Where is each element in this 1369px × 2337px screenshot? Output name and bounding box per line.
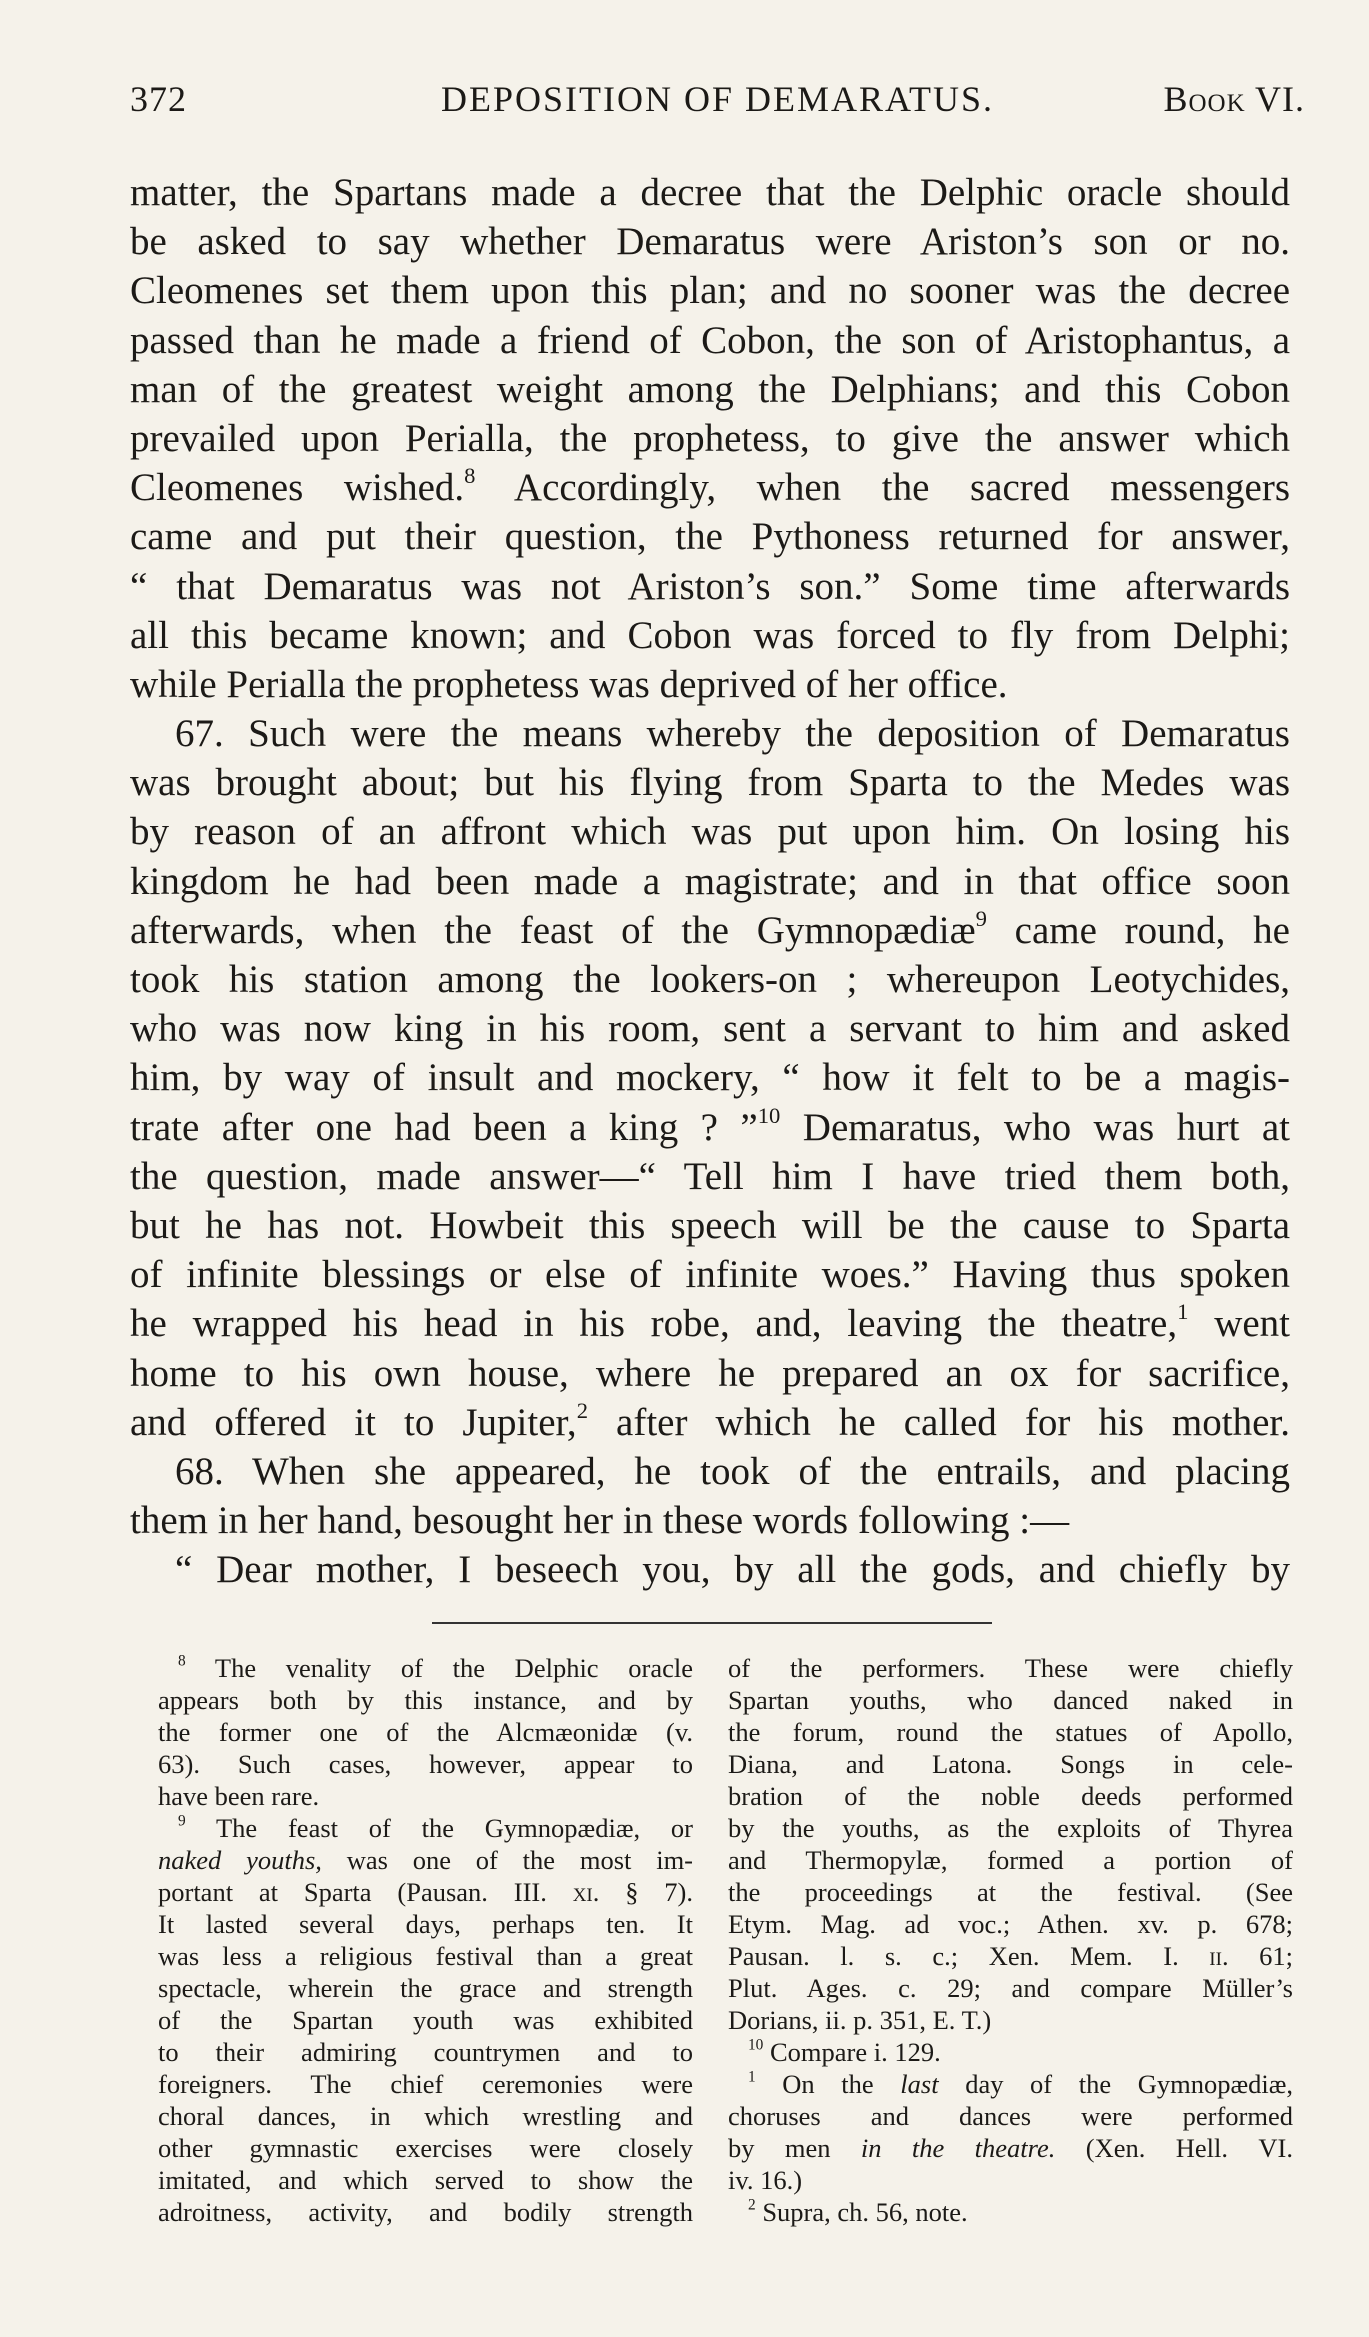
footnote-line: of the Spartan youth was exhibited <box>158 2005 693 2035</box>
footnote-line: to their admiring countrymen and to <box>158 2037 693 2067</box>
footnote-line: and Thermopylæ, formed a portion of <box>728 1845 1293 1875</box>
text-line: came and put their question, the Pythoness returned for answer, <box>130 515 1290 559</box>
footnote-line: appears both by this instance, and by <box>158 1685 693 1715</box>
text-line: him, by way of insult and mockery, “ how it felt to be a magis- <box>130 1056 1290 1100</box>
footnote-line: Diana, and Latona. Songs in cele- <box>728 1749 1293 1779</box>
footnote-line: naked youths, was one of the most im- <box>158 1845 694 1875</box>
footnote-9: $^9$ The feast of the Gymnopædiæ, or <box>178 1812 693 1843</box>
footnote-line: was less a religious festival than a great <box>158 1941 693 1971</box>
text-line: of infinite blessings or else of infinite woes.” Having thus spoken <box>130 1253 1290 1297</box>
footnote-line: foreigners. The chief ceremonies were <box>158 2069 693 2099</box>
text-line: them in her hand, besought her in these words following :— <box>130 1499 1070 1543</box>
footnote-line: by men in the theatre. (Xen. Hell. VI. <box>728 2133 1293 2163</box>
text-line: while Perialla the prophetess was deprived of her office. <box>130 662 1008 706</box>
book-label: Book VI. <box>1163 79 1305 119</box>
text-line: was brought about; but his flying from Sparta to the Medes was <box>130 761 1290 805</box>
footnote-divider <box>432 1622 992 1624</box>
text-line: Cleomenes set them upon this plan; and no sooner was the decree <box>130 269 1290 313</box>
text-line: he wrapped his head in his robe, and, leaving the theatre,$^1$ went <box>130 1299 1290 1346</box>
footnote-marker-9: 9 <box>975 905 987 931</box>
running-header <box>130 78 1305 128</box>
text-line: all this became known; and Cobon was forced to fly from Delphi; <box>130 613 1290 657</box>
section-67-start: 67. Such were the means whereby the deposition of Demaratus <box>175 712 1290 756</box>
text-line: the question, made answer—“ Tell him I have tried them both, <box>130 1154 1290 1198</box>
footnote-line: It lasted several days, perhaps ten. It <box>158 1909 693 1939</box>
text-line: afterwards, when the feast of the Gymnopædiæ$^9$ came round, he <box>130 905 1290 952</box>
footnote-line: 63). Such cases, however, appear to <box>158 1749 693 1779</box>
footnote-line: the forum, round the statues of Apollo, <box>728 1717 1293 1747</box>
footnote-2: $^2$ Supra, ch. 56, note. <box>748 2196 968 2227</box>
running-title: DEPOSITION OF DEMARATUS. <box>440 79 995 119</box>
footnote-line: imitated, and which served to show the <box>158 2165 693 2195</box>
footnote-line: the proceedings at the festival. (See <box>728 1877 1293 1907</box>
footnotes-right-column <box>728 1652 1293 2228</box>
footnote-line: Etym. Mag. ad voc.; Athen. xv. p. 678; <box>728 1909 1293 1939</box>
text-line: “ Dear mother, I beseech you, by all the gods, and chiefly by <box>175 1548 1290 1592</box>
text-line: “ that Demaratus was not Ariston’s son.” Some time afterwards <box>130 564 1290 608</box>
text-line: be asked to say whether Demaratus were Ariston’s son or no. <box>130 220 1290 264</box>
section-68-start: 68. When she appeared, he took of the entrails, and placing <box>175 1449 1290 1493</box>
text-line: who was now king in his room, sent a servant to him and asked <box>130 1007 1290 1051</box>
footnote-line: Pausan. l. s. c.; Xen. Mem. I. ii. 61; <box>728 1941 1294 1971</box>
footnotes-left-column <box>158 1652 693 2228</box>
footnote-line: have been rare. <box>158 1781 320 1811</box>
text-line: trate after one had been a king ? ”$^{10}$ Demaratus, who was hurt at <box>130 1102 1291 1149</box>
footnote-line: by the youths, as the exploits of Thyrea <box>728 1813 1293 1843</box>
footnote-marker-10: 10 <box>757 1102 781 1128</box>
text-line: took his station among the lookers-on ; whereupon Leotychides, <box>130 958 1290 1001</box>
text-line: passed than he made a friend of Cobon, the son of Aristophantus, a <box>130 318 1290 362</box>
text-line: prevailed upon Perialla, the prophetess, to give the answer which <box>130 416 1290 460</box>
text-line: Cleomenes wished.$^8$ Accordingly, when the sacred messengers <box>130 463 1290 510</box>
footnote-line: the former one of the Alcmæonidæ (v. <box>158 1717 693 1747</box>
text-line: by reason of an affront which was put upon him. On losing his <box>130 810 1290 854</box>
footnote-line: bration of the noble deeds performed <box>728 1781 1293 1811</box>
footnote-marker-1: 1 <box>1177 1299 1189 1325</box>
text-line: man of the greatest weight among the Delphians; and this Cobon <box>130 367 1290 411</box>
page-number: 372 <box>130 79 187 119</box>
footnote-line: Dorians, ii. p. 351, E. T.) <box>728 2005 992 2035</box>
footnote-line: spectacle, wherein the grace and strength <box>158 1973 693 2003</box>
footnote-marker-2: 2 <box>576 1397 588 1423</box>
footnote-line: Spartan youths, who danced naked in <box>728 1685 1293 1715</box>
footnote-line: other gymnastic exercises were closely <box>158 2133 693 2163</box>
text-line: matter, the Spartans made a decree that the Delphic oracle should <box>130 171 1290 214</box>
footnote-marker-8: 8 <box>464 463 476 489</box>
footnote-line: Plut. Ages. c. 29; and compare Müller’s <box>728 1973 1293 2003</box>
main-text <box>130 168 1290 1594</box>
footnote-1: $^1$ On the last day of the Gymnopædiæ, <box>748 2068 1294 2099</box>
text-line: and offered it to Jupiter,$^2$ after which he called for his mother. <box>130 1397 1290 1444</box>
text-line: kingdom he had been made a magistrate; and in that office soon <box>130 859 1290 903</box>
footnote-line: adroitness, activity, and bodily strength <box>158 2197 693 2227</box>
text-line: but he has not. Howbeit this speech will be the cause to Sparta <box>130 1203 1290 1247</box>
footnote-line: choruses and dances were performed <box>728 2101 1293 2131</box>
text-line: home to his own house, where he prepared an ox for sacrifice, <box>130 1351 1290 1395</box>
footnote-10: $^{10}$ Compare i. 129. <box>748 2036 941 2067</box>
footnote-8: $^8$ The venality of the Delphic oracle <box>178 1652 693 1683</box>
footnote-line: choral dances, in which wrestling and <box>158 2101 693 2131</box>
footnote-line: iv. 16.) <box>728 2165 803 2195</box>
footnote-line: portant at Sparta (Pausan. III. xi. § 7). <box>158 1877 693 1907</box>
footnote-line: of the performers. These were chiefly <box>728 1653 1293 1683</box>
